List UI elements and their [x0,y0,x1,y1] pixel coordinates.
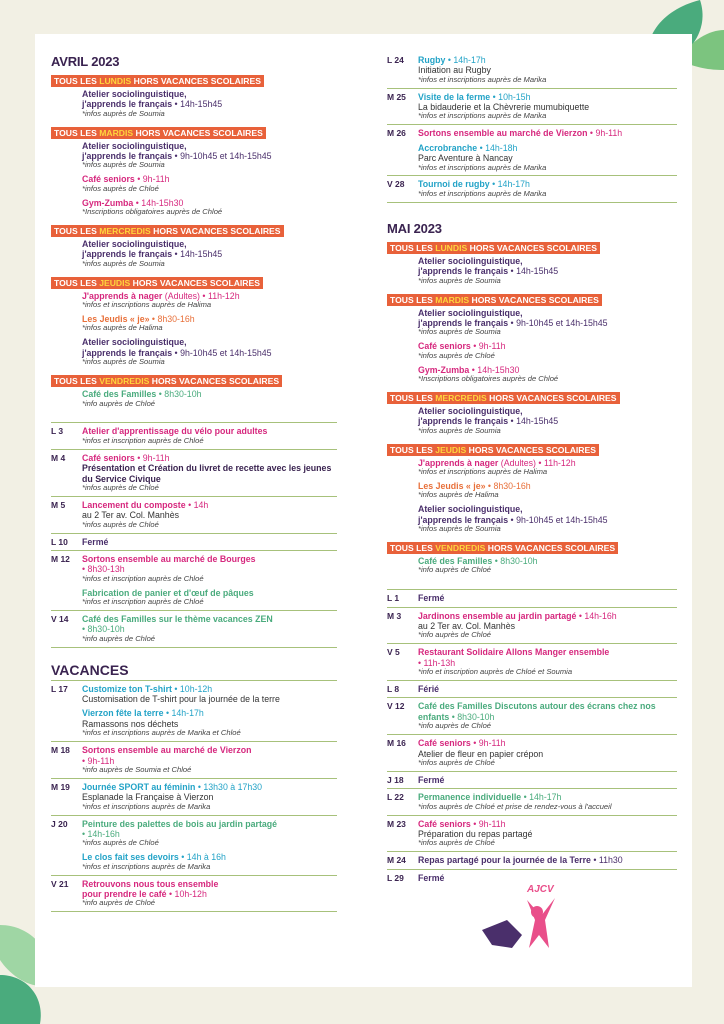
banner-mercredis: TOUS LES MERCREDIS HORS VACANCES SCOLAIRES [51,225,284,237]
weekly-item: Café des Familles • 8h30-10h *info auprès de Chloé [418,555,538,575]
event-row: V 14 Café des Familles sur le thème vacances ZEN • 8h30-10h *info auprès de Chloé [51,611,337,648]
event-row: L 10 Fermé [51,534,337,551]
banner-lundis: TOUS LES LUNDIS HORS VACANCES SCOLAIRES [387,242,600,254]
weekly-item: Atelier sociolinguistique, j'apprends le français • 9h-10h45 et 14h-15h45 *infos auprès de Soumia [82,337,272,367]
event-row: L 1 Fermé [387,590,677,607]
event-row: V 28 Tournoi de rugby • 14h-17h *infos et inscriptions auprès de Marika [387,176,677,202]
weekly-item: Café des Familles • 8h30-10h *info auprès de Chloé [82,389,202,408]
weekly-item: Atelier sociolinguistique, j'apprends le français • 14h-15h45 *infos auprès de Soumia [82,239,223,268]
event-row: J 18 Fermé [387,772,677,789]
event-row: M 23 Café seniors • 9h-11h Préparation du repas partagé *infos auprès de Chloé [387,816,677,853]
weekly-item: Gym-Zumba • 14h-15h30 *Inscriptions obligatoires auprès de Chloé [82,197,223,217]
event-row: M 4 Café seniors • 9h-11h Présentation et Création du livret de recette avec les jeunes du Service Civique *infos auprès de Chloé [51,450,337,497]
banner-mardis: TOUS LES MARDIS HORS VACANCES SCOLAIRES [387,294,602,306]
right-column [387,52,677,950]
event-row: V 12 Café des Familles Discutons autour des écrans chez nos enfants • 8h30-10h *info auprès de Chloé [387,698,677,735]
banner-vendredis: TOUS LES VENDREDIS HORS VACANCES SCOLAIRES [387,542,618,554]
banner-jeudis: TOUS LES JEUDIS HORS VACANCES SCOLAIRES [387,444,599,456]
banner-jeudis: TOUS LES JEUDIS HORS VACANCES SCOLAIRES [51,277,263,289]
event-row: L 8 Férié [387,681,677,698]
weekly-item: Gym-Zumba • 14h-15h30 *Inscriptions obligatoires auprès de Chloé [418,364,559,383]
event-row: M 12 Sortons ensemble au marché de Bourges • 8h30-13h *infos et inscription auprès de Chloé Fabrication de panier et d'œuf de pâques *infos et inscription auprès de Chloé [51,551,337,611]
event-row: M 24 Repas partagé pour la journée de la Terre • 11h30 [387,852,677,869]
weekly-item: Atelier sociolinguistique, j'apprends le français • 14h-15h45 *infos auprès de Soumia [418,255,559,285]
event-row: V 21 Retrouvons nous tous ensemble pour prendre le café • 10h-12h *info auprès de Chloé [51,876,337,913]
calendar-page [35,34,692,987]
event-row: M 5 Lancement du composte • 14h au 2 Ter av. Col. Manhès *infos auprès de Chloé [51,497,337,534]
april-title: AVRIL 2023 [51,54,120,69]
banner-mardis: TOUS LES MARDIS HORS VACANCES SCOLAIRES [51,127,266,139]
weekly-item: Atelier sociolinguistique, j'apprends le français • 9h-10h45 et 14h-15h45 *infos auprès de Soumia [418,504,608,533]
weekly-item: Atelier sociolinguistique, j'apprends le français • 14h-15h45 *infos auprès de Soumia [418,405,559,435]
vacances-title: VACANCES [51,661,129,678]
weekly-item: Les Jeudis « je» • 8h30-16h *infos auprès de Halima [418,480,531,500]
ajcv-logo-figure [477,890,567,950]
event-row: L 29 Fermé [387,872,445,883]
event-row: V 5 Restaurant Solidaire Allons Manger ensemble • 11h-13h *info et inscription auprès de Chloé et Soumia [387,644,677,681]
ajcv-logo-text: AJCV [527,883,554,895]
event-row: L 22 Permanence individuelle • 14h-17h *infos auprès de Chloé et prise de rendez-vous à l'accueil [387,789,677,815]
ajcv-logo [477,883,567,950]
event-row: L 3 Atelier d'apprentissage du vélo pour adultes *infos et inscription auprès de Chloé [51,423,337,449]
event-row: M 16 Café seniors • 9h-11h Atelier de fleur en papier crépon *infos auprès de Chloé [387,735,677,772]
banner-mercredis: TOUS LES MERCREDIS HORS VACANCES SCOLAIRES [387,392,620,404]
event-row: M 3 Jardinons ensemble au jardin partagé • 14h-16h au 2 Ter av. Col. Manhès *info auprès de Chloé [387,608,677,645]
event-row: M 26 Sortons ensemble au marché de Vierzon • 9h-11h Accrobranche • 14h-18h Parc Aventure à Nancay *infos et inscriptions auprès de Marika [387,125,677,176]
weekly-item: Café seniors • 9h-11h *infos auprès de Chloé [82,174,170,193]
banner-lundis: TOUS LES LUNDIS HORS VACANCES SCOLAIRES [51,75,264,87]
event-row: M 18 Sortons ensemble au marché de Vierzon • 9h-11h *info auprès de Soumia et Chloé [51,742,337,779]
weekly-item: J'apprends à nager (Adultes) • 11h-12h *infos et inscriptions auprès de Halima [82,290,240,310]
weekly-item: Café seniors • 9h-11h *infos auprès de Chloé [418,341,506,360]
weekly-item: Les Jeudis « je» • 8h30-16h *infos auprès de Halima [82,314,195,333]
event-row: M 19 Journée SPORT au féminin • 13h30 à 17h30 Esplanade la Française à Vierzon *infos et inscriptions auprès de Marika [51,779,337,816]
weekly-item: Atelier sociolinguistique, j'apprends le français • 14h-15h45 *infos auprès de Soumia [82,89,223,118]
weekly-item: Atelier sociolinguistique, j'apprends le français • 9h-10h45 et 14h-15h45 *infos auprès de Soumia [82,140,272,170]
may-title: MAI 2023 [387,220,442,236]
event-row: L 17 Customize ton T-shirt • 10h-12h Customisation de T-shirt pour la journée de la terre Vierzon fête la terre • 14h-17h Ramassons nos déchets *infos et inscriptions auprès de Marika et Chloé [51,681,337,742]
left-column [51,54,337,912]
weekly-item: Atelier sociolinguistique, j'apprends le français • 9h-10h45 et 14h-15h45 *infos auprès de Soumia [418,307,608,337]
event-row: L 24 Rugby • 14h-17h Initiation au Rugby *infos et inscriptions auprès de Marika [387,52,677,89]
weekly-item: J'apprends à nager (Adultes) • 11h-12h *infos et inscriptions auprès de Halima [418,457,576,476]
banner-vendredis: TOUS LES VENDREDIS HORS VACANCES SCOLAIRES [51,375,282,387]
event-row: M 25 Visite de la ferme • 10h-15h La bidauderie et la Chèvrerie mumubiquette *infos et inscriptions auprès de Marika [387,89,677,126]
event-row: J 20 Peinture des palettes de bois au jardin partagé • 14h-16h *infos auprès de Chloé Le clos fait ses devoirs • 14h à 16h *infos et inscriptions auprès de Marika [51,816,337,876]
